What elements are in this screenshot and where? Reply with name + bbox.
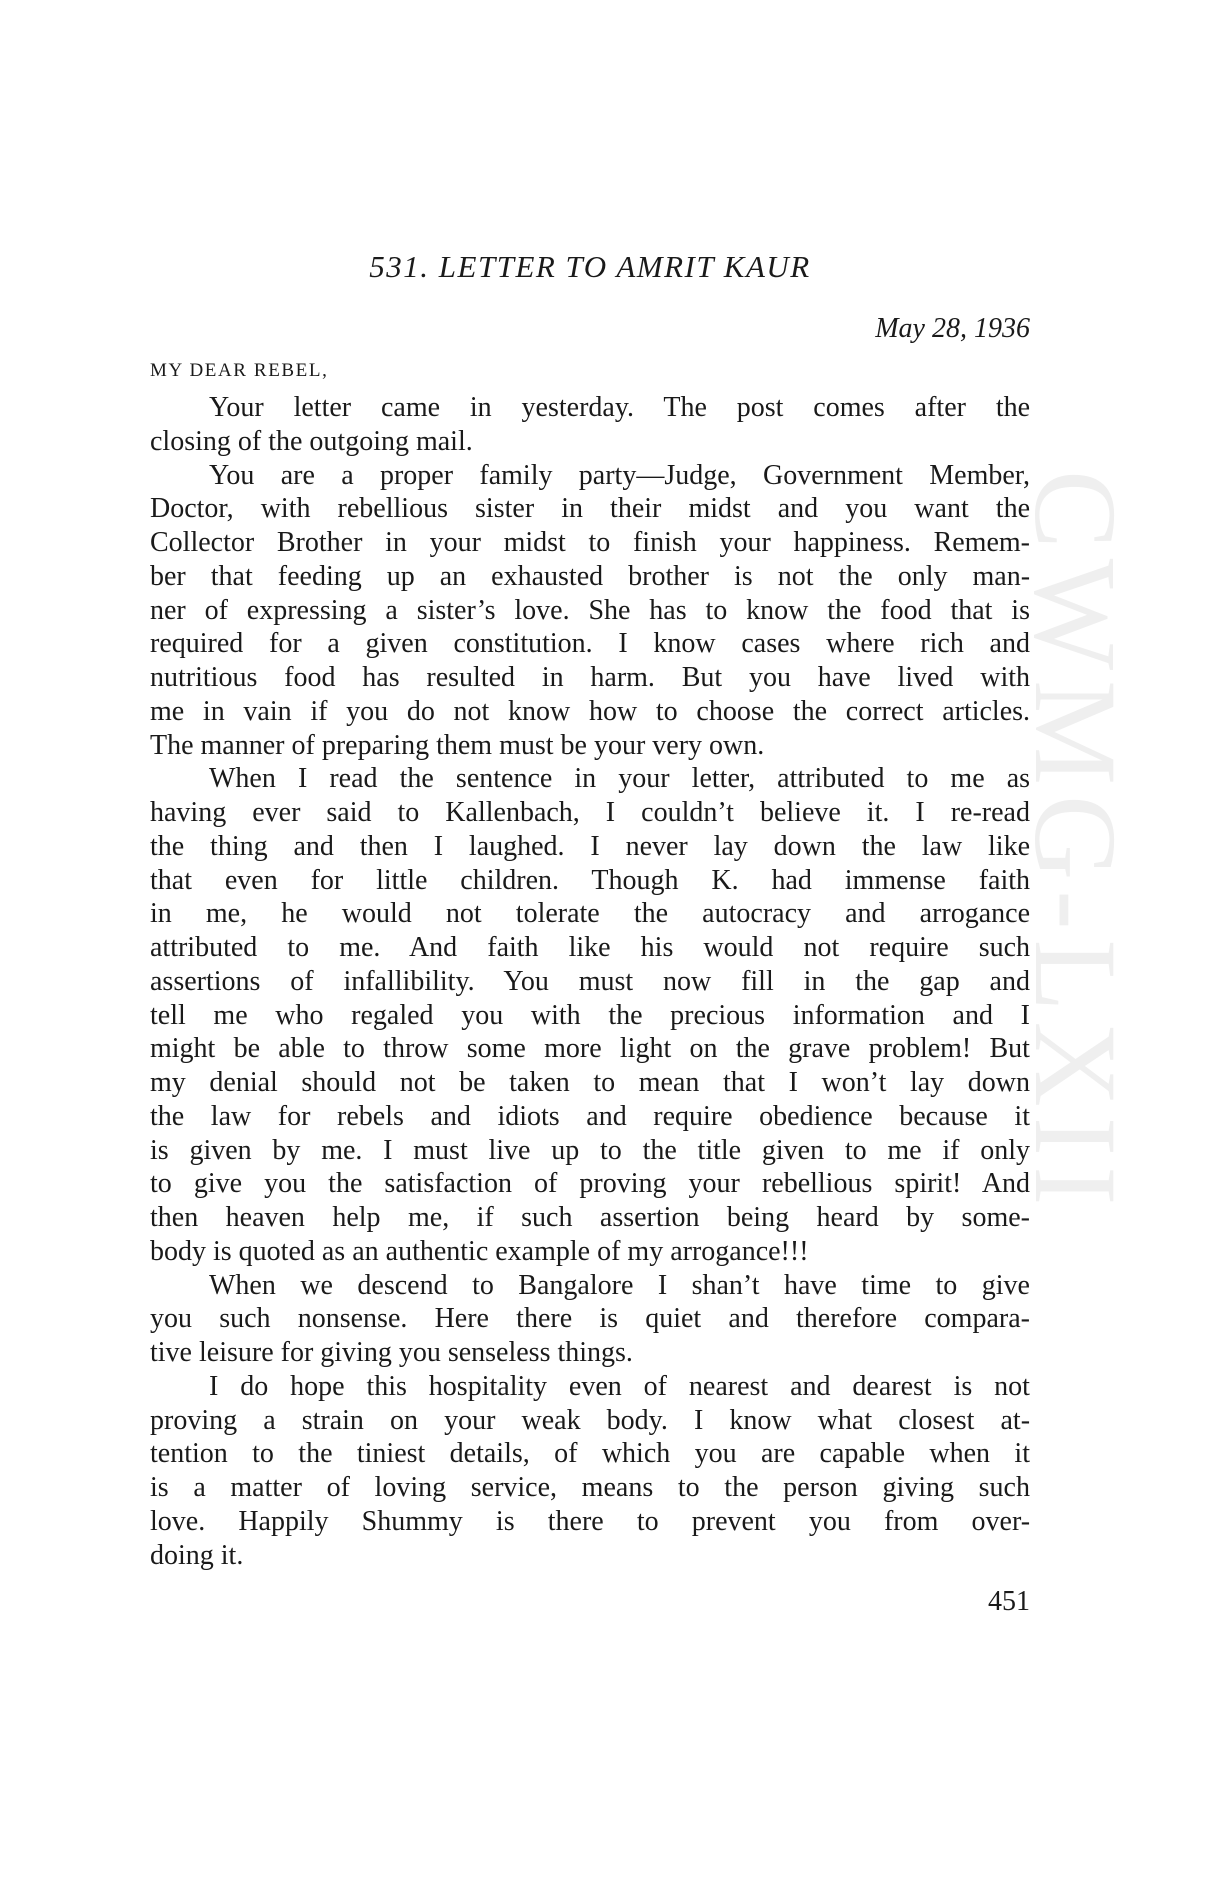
text-line: I do hope this hospitality even of nearest and dearest is not: [209, 1370, 1030, 1402]
text-line: When I read the sentence in your letter, attributed to me as: [209, 763, 1030, 795]
text-line: proving a strain on your weak body. I know what closest at-: [150, 1404, 1030, 1436]
text-line: assertions of infallibility. You must now fill in the gap and: [150, 965, 1030, 997]
text-line: When we descend to Bangalore I shan’t have time to give: [209, 1269, 1030, 1301]
letter-date: May 28, 1936: [875, 313, 1030, 344]
text-line: ber that feeding up an exhausted brother is not the only man-: [150, 560, 1030, 592]
text-line: The manner of preparing them must be your very own.: [150, 729, 765, 761]
text-line: closing of the outgoing mail.: [150, 425, 473, 457]
watermark: CWMG-LXII: [1010, 470, 1141, 1216]
text-line: you such nonsense. Here there is quiet and therefore compara-: [150, 1303, 1030, 1335]
letter-body: [150, 391, 1030, 1572]
text-line: then heaven help me, if such assertion being heard by some-: [150, 1202, 1030, 1233]
text-line: nutritious food has resulted in harm. But you have lived with: [150, 662, 1030, 693]
text-line: might be able to throw some more light on the grave problem! But: [150, 1033, 1030, 1065]
salutation: MY DEAR REBEL,: [150, 360, 329, 381]
text-line: doing it.: [150, 1539, 244, 1571]
text-line: the thing and then I laughed. I never lay down the law like: [150, 830, 1030, 862]
text-line: Doctor, with rebellious sister in their midst and you want the: [150, 493, 1030, 525]
page-number: 451: [988, 1586, 1030, 1617]
text-line: body is quoted as an authentic example of my arrogance!!!: [150, 1235, 809, 1267]
text-line: required for a given constitution. I know cases where rich and: [150, 628, 1030, 660]
text-line: having ever said to Kallenbach, I couldn’t believe it. I re-read: [150, 797, 1030, 828]
text-line: is a matter of loving service, means to the person giving such: [150, 1472, 1030, 1503]
text-line: tive leisure for giving you senseless things.: [150, 1337, 633, 1368]
text-line: Your letter came in yesterday. The post comes after the: [209, 392, 1030, 423]
text-line: my denial should not be taken to mean that I won’t lay down: [150, 1067, 1030, 1098]
text-line: attributed to me. And faith like his would not require such: [150, 932, 1030, 963]
letter-title: 531. LETTER TO AMRIT KAUR: [369, 249, 811, 284]
text-line: that even for little children. Though K. had immense faith: [150, 864, 1030, 896]
text-line: You are a proper family party—Judge, Government Member,: [209, 459, 1030, 491]
text-line: the law for rebels and idiots and require obedience because it: [150, 1100, 1030, 1132]
text-line: is given by me. I must live up to the title given to me if only: [150, 1134, 1030, 1166]
text-line: to give you the satisfaction of proving your rebellious spirit! And: [150, 1168, 1030, 1200]
text-line: tention to the tiniest details, of which you are capable when it: [150, 1438, 1030, 1470]
text-line: in me, he would not tolerate the autocracy and arrogance: [150, 898, 1030, 930]
text-line: love. Happily Shummy is there to prevent you from over-: [150, 1505, 1030, 1537]
text-line: Collector Brother in your midst to finish your happiness. Remem-: [150, 527, 1030, 558]
text-line: me in vain if you do not know how to choose the correct articles.: [150, 695, 1030, 727]
text-line: ner of expressing a sister’s love. She has to know the food that is: [150, 594, 1030, 626]
text-line: tell me who regaled you with the precious information and I: [150, 999, 1030, 1031]
